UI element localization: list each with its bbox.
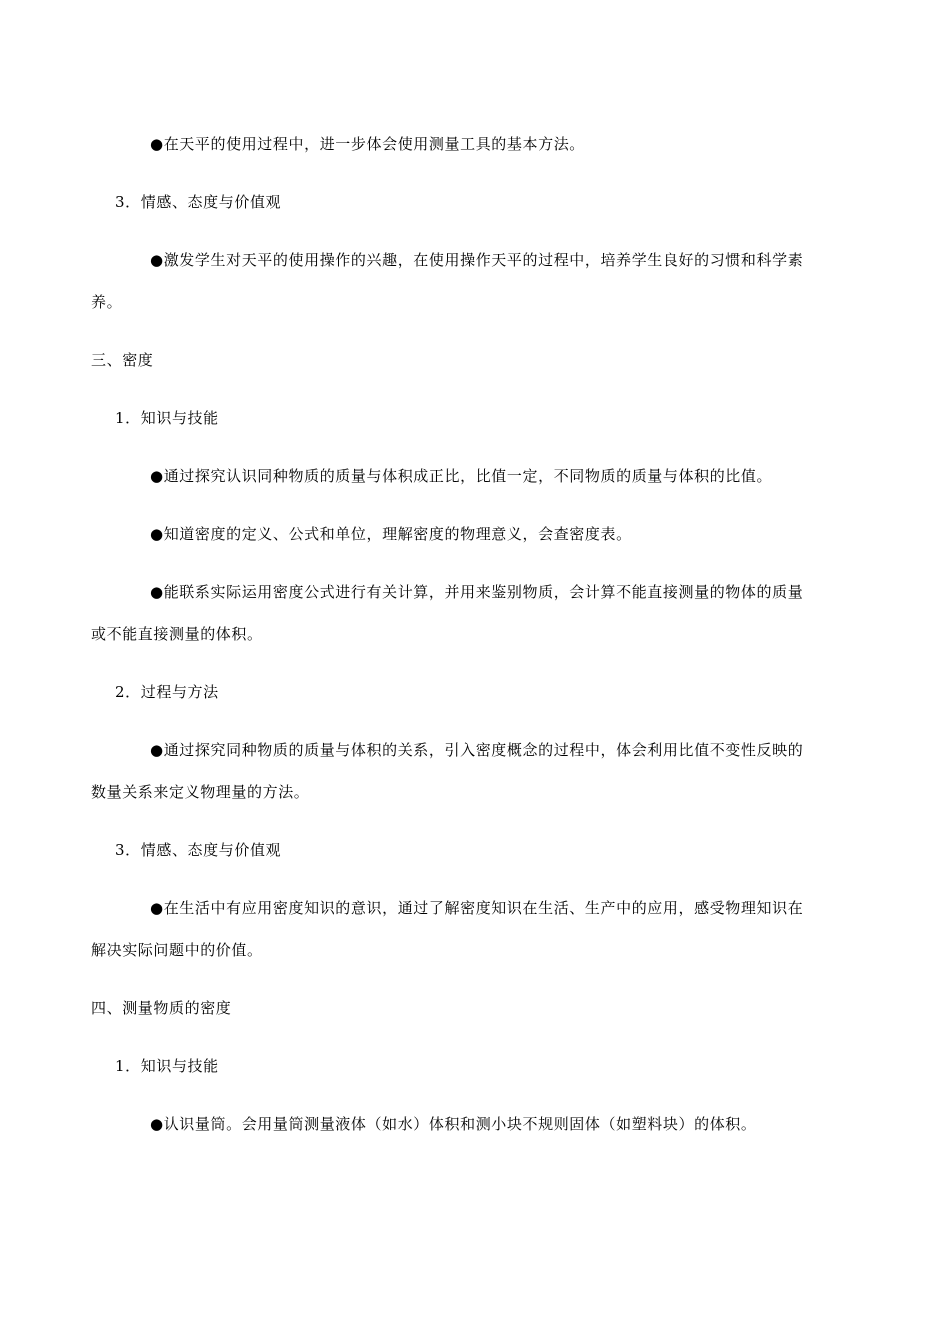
paragraph-balance-interest: ●激发学生对天平的使用操作的兴趣，在使用操作天平的过程中，培养学生良好的习惯和科学素 bbox=[150, 251, 804, 269]
subheading-knowledge-skills: 1．知识与技能 bbox=[115, 1057, 219, 1075]
section-heading-measure-density: 四、测量物质的密度 bbox=[91, 999, 232, 1017]
subheading-attitude-values: 3．情感、态度与价值观 bbox=[115, 193, 282, 211]
paragraph-balance-method: ●在天平的使用过程中，进一步体会使用测量工具的基本方法。 bbox=[150, 135, 585, 153]
subheading-attitude-values: 3．情感、态度与价值观 bbox=[115, 841, 282, 859]
paragraph-density-application-continued: 解决实际问题中的价值。 bbox=[91, 941, 263, 959]
paragraph-density-application: ●在生活中有应用密度知识的意识，通过了解密度知识在生活、生产中的应用，感受物理知识在 bbox=[150, 899, 804, 917]
paragraph-graduated-cylinder: ●认识量筒。会用量筒测量液体（如水）体积和测小块不规则固体（如塑料块）的体积。 bbox=[150, 1115, 757, 1133]
paragraph-ratio-invariance: ●通过探究同种物质的质量与体积的关系，引入密度概念的过程中，体会利用比值不变性反映的 bbox=[150, 741, 804, 759]
paragraph-mass-volume-ratio: ●通过探究认识同种物质的质量与体积成正比，比值一定，不同物质的质量与体积的比值。 bbox=[150, 467, 773, 485]
section-heading-density: 三、密度 bbox=[91, 351, 154, 369]
subheading-process-method: 2．过程与方法 bbox=[115, 683, 219, 701]
paragraph-density-calculation-continued: 或不能直接测量的体积。 bbox=[91, 625, 263, 643]
paragraph-density-calculation: ●能联系实际运用密度公式进行有关计算，并用来鉴别物质，会计算不能直接测量的物体的质量 bbox=[150, 583, 804, 601]
paragraph-ratio-invariance-continued: 数量关系来定义物理量的方法。 bbox=[91, 783, 310, 801]
subheading-knowledge-skills: 1．知识与技能 bbox=[115, 409, 219, 427]
paragraph-density-definition: ●知道密度的定义、公式和单位，理解密度的物理意义，会查密度表。 bbox=[150, 525, 632, 543]
paragraph-balance-interest-continued: 养。 bbox=[91, 293, 123, 311]
